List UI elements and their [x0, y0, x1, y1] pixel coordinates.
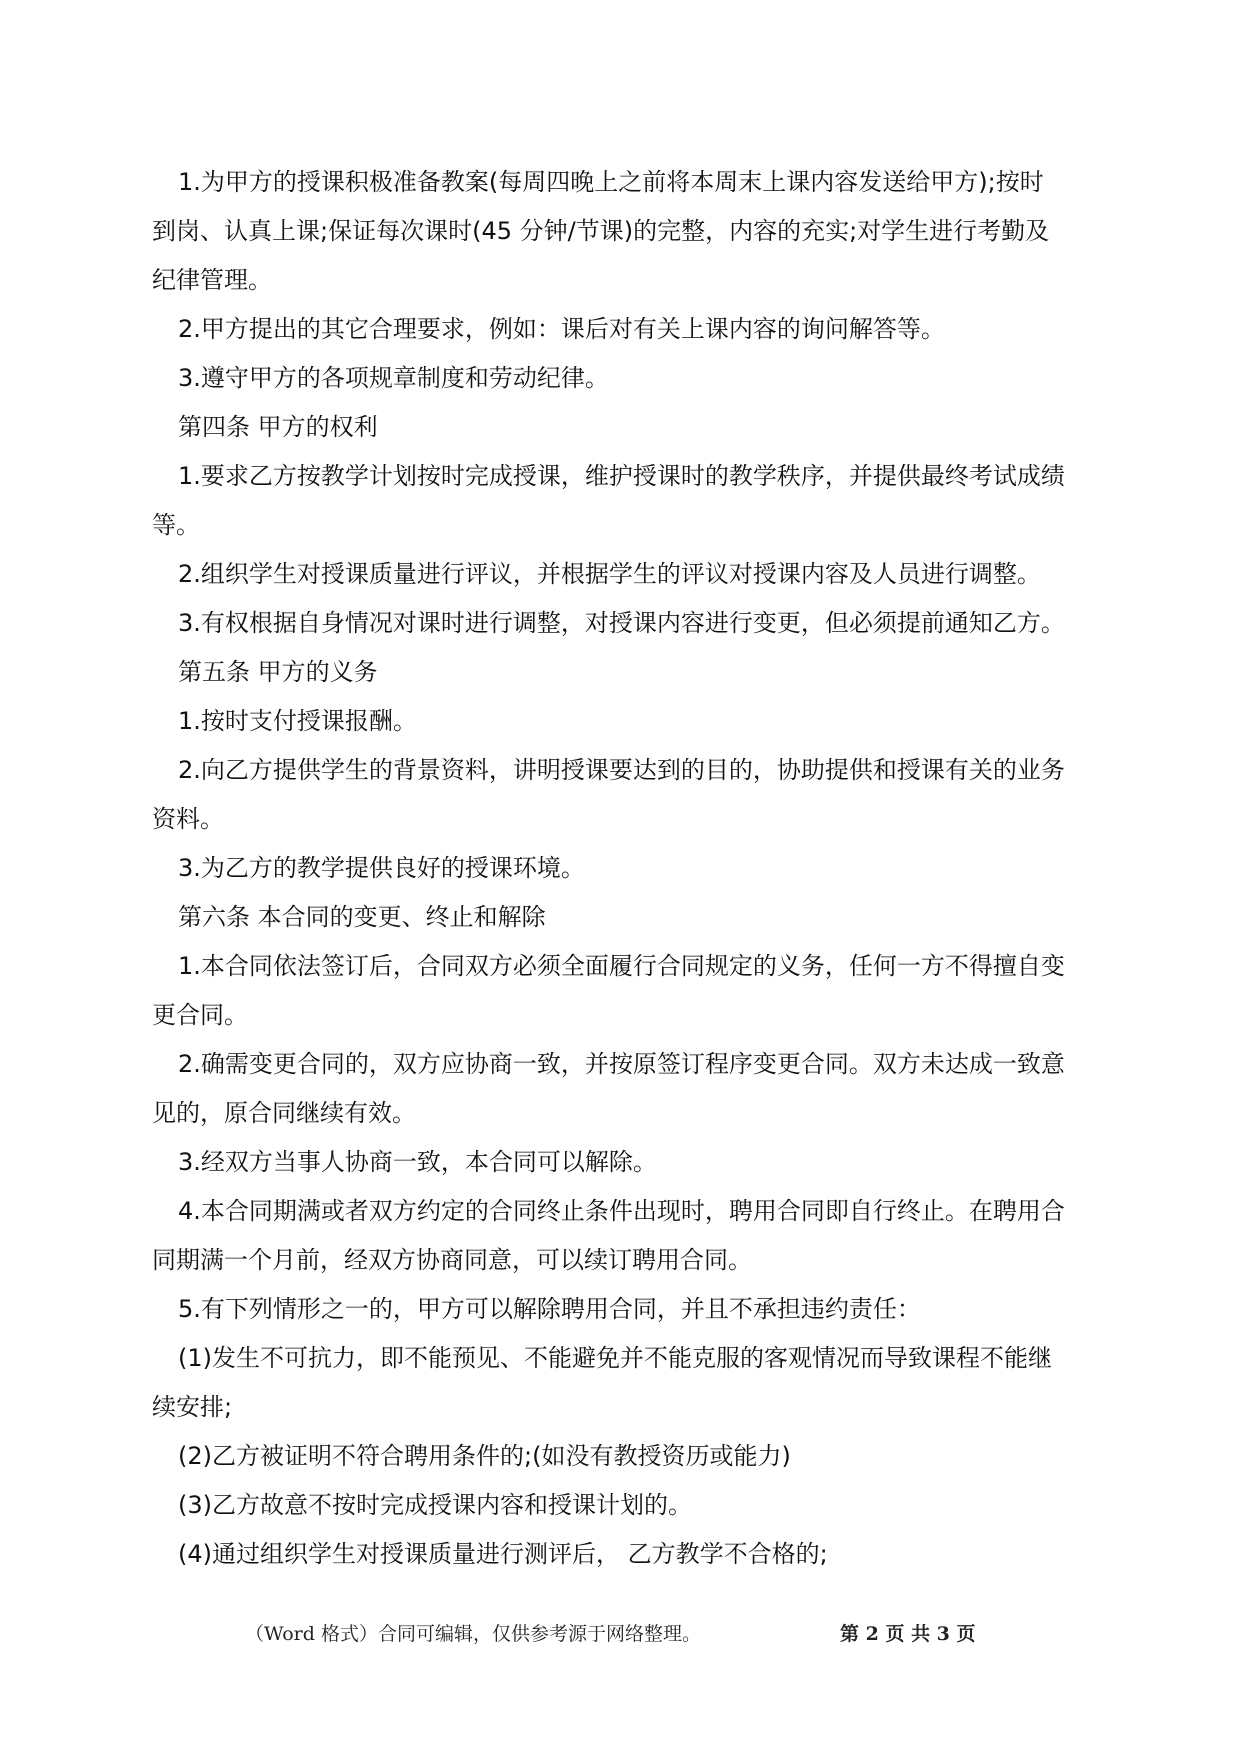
- paragraph-line: 到岗、认真上课;保证每次课时(45 分钟/节课)的完整，内容的充实;对学生进行考勤及: [152, 217, 1050, 245]
- paragraph-line: 5.有下列情形之一的，甲方可以解除聘用合同，并且不承担违约责任：: [178, 1295, 921, 1323]
- page-number: 第 2 页 共 3 页: [840, 1623, 976, 1645]
- paragraph-line: 见的，原合同继续有效。: [152, 1099, 416, 1127]
- section-heading: 第四条 甲方的权利: [178, 413, 378, 441]
- paragraph-line: 3.有权根据自身情况对课时进行调整，对授课内容进行变更，但必须提前通知乙方。: [178, 609, 1065, 637]
- paragraph-line: 2.向乙方提供学生的背景资料，讲明授课要达到的目的，协助提供和授课有关的业务: [178, 756, 1065, 784]
- paragraph-line: 1.本合同依法签订后，合同双方必须全面履行合同规定的义务，任何一方不得擅自变: [178, 952, 1065, 980]
- paragraph-line: (1)发生不可抗力，即不能预见、不能避免并不能克服的客观情况而导致课程不能继: [178, 1344, 1052, 1372]
- paragraph-line: (4)通过组织学生对授课质量进行测评后， 乙方教学不合格的;: [178, 1540, 828, 1568]
- paragraph-line: 1.要求乙方按教学计划按时完成授课，维护授课时的教学秩序，并提供最终考试成绩: [178, 462, 1065, 490]
- paragraph-line: 1.按时支付授课报酬。: [178, 707, 417, 735]
- paragraph-line: 同期满一个月前，经双方协商同意，可以续订聘用合同。: [152, 1246, 752, 1274]
- paragraph-line: (2)乙方被证明不符合聘用条件的;(如没有教授资历或能力): [178, 1442, 791, 1470]
- paragraph-line: 1.为甲方的授课积极准备教案(每周四晚上之前将本周末上课内容发送给甲方);按时: [178, 168, 1044, 196]
- paragraph-line: 3.遵守甲方的各项规章制度和劳动纪律。: [178, 364, 609, 392]
- page-footer: [0, 1619, 1241, 1649]
- paragraph-line: 3.为乙方的教学提供良好的授课环境。: [178, 854, 585, 882]
- paragraph-line: 纪律管理。: [152, 266, 272, 294]
- paragraph-line: 2.组织学生对授课质量进行评议，并根据学生的评议对授课内容及人员进行调整。: [178, 560, 1041, 588]
- paragraph-line: 2.确需变更合同的，双方应协商一致，并按原签订程序变更合同。双方未达成一致意: [178, 1050, 1065, 1078]
- paragraph-line: 资料。: [152, 805, 224, 833]
- paragraph-line: 4.本合同期满或者双方约定的合同终止条件出现时，聘用合同即自行终止。在聘用合: [178, 1197, 1065, 1225]
- paragraph-line: (3)乙方故意不按时完成授课内容和授课计划的。: [178, 1491, 692, 1519]
- document-body: [152, 158, 1107, 1579]
- paragraph-line: 2.甲方提出的其它合理要求，例如：课后对有关上课内容的询问解答等。: [178, 315, 945, 343]
- section-heading: 第六条 本合同的变更、终止和解除: [178, 903, 546, 931]
- paragraph-line: 更合同。: [152, 1001, 248, 1029]
- paragraph-line: 3.经双方当事人协商一致，本合同可以解除。: [178, 1148, 657, 1176]
- paragraph-line: 续安排;: [152, 1393, 233, 1421]
- section-heading: 第五条 甲方的义务: [178, 658, 378, 686]
- footer-note: （Word 格式）合同可编辑，仅供参考源于网络整理。: [245, 1623, 701, 1645]
- paragraph-line: 等。: [152, 511, 200, 539]
